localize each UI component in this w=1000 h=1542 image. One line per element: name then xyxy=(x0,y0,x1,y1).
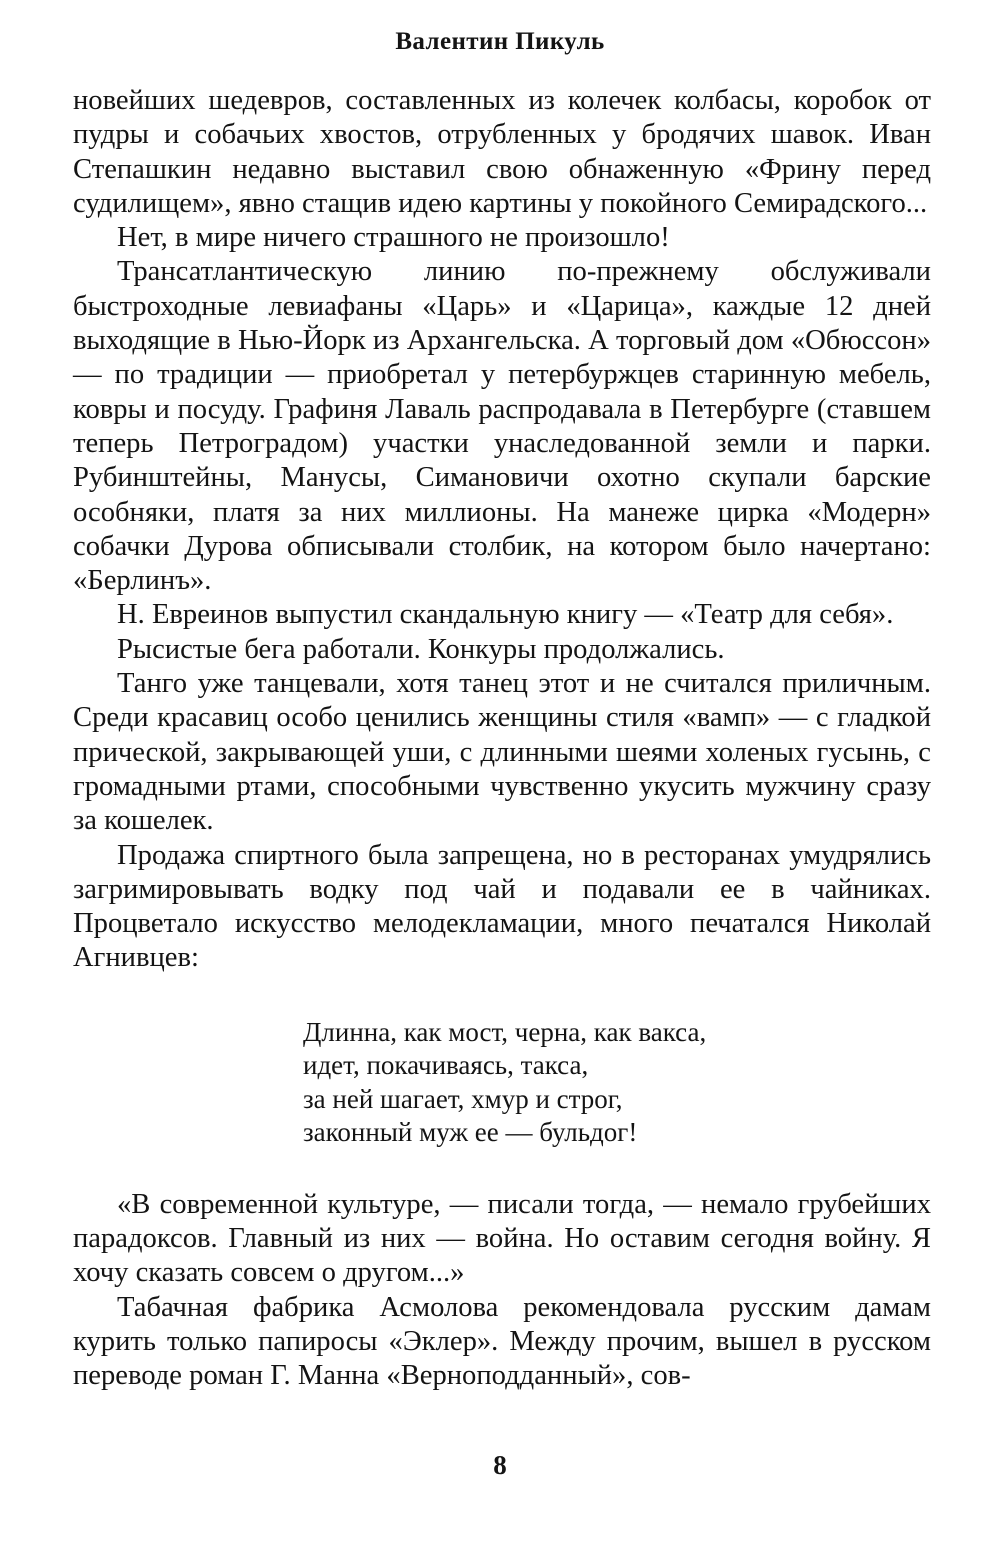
paragraph: Рысистые бега работали. Конкуры продолжались. xyxy=(117,633,725,665)
paragraph: Продажа спиртного была запрещена, но в ресторанах умудрялись загримировывать водку под чай и подавали ее в чайниках. Процветало искусство мелодекламации, много печатался Николай Агнивцев: xyxy=(73,839,931,974)
paragraph: Н. Евреинов выпустил скандальную книгу — «Театр для себя». xyxy=(117,599,894,631)
paragraph: Танго уже танцевали, хотя танец этот и не считался приличным. Среди красавиц особо ценились женщины стиля «вамп» — с гладкой прической, закрывающей уши, с длинными шеями холеных гусынь, с громадными ртами, способными чувственно укусить мужчину сразу за кошелек. xyxy=(73,668,931,837)
body-text xyxy=(73,84,931,1394)
poem-line: Длинна, как мост, черна, как вакса, xyxy=(303,1016,707,1047)
poem-line: идет, покачиваясь, такса, xyxy=(303,1050,589,1081)
page-number: 8 xyxy=(493,1450,507,1480)
poem-line: законный муж ее — бульдог! xyxy=(303,1117,638,1148)
paragraph-continued: новейших шедевров, составленных из колечек колбасы, коробок от пудры и собачьих хвостов, отрубленных у бродячих шавок. Иван Степашкин недавно выставил свою обнаженную «Фрину перед судилищем», явно стащив идею картины у покойного Семирадского... xyxy=(73,85,931,219)
poem-line: за ней шагает, хмур и строг, xyxy=(303,1083,623,1114)
running-head-author: Валентин Пикуль xyxy=(395,28,605,55)
paragraph: Табачная фабрика Асмолова рекомендовала русским дамам курить только папиросы «Эклер». Между прочим, вышел в русском переводе роман Г. Манна «Верноподданный», сов- xyxy=(73,1291,931,1392)
paragraph: Трансатлантическую линию по-прежнему обслуживали быстроходные левиафаны «Царь» и «Царица», каждые 12 дней выходящие в Нью-Йорк из Архангельска. А торговый дом «Обюссон» — по традиции — приобретал у петербуржцев старинную мебель, ковры и посуду. Графиня Лаваль распродавала в Петербурге (ставшем теперь Петроградом) участки унаследованной земли и парки. Рубинштейны, Манусы, Симановичи охотно скупали барские особняки, платя за них миллионы. На манеже цирка «Модерн» собачки Дурова обписывали столбик, на котором было начертано: «Берлинъ». xyxy=(73,256,931,597)
poem-quote xyxy=(303,1016,931,1150)
paragraph: Нет, в мире ничего страшного не произошло! xyxy=(117,222,670,254)
paragraph: «В современной культуре, — писали тогда, — немало грубейших парадоксов. Главный из них — война. Но оставим сегодня войну. Я хочу сказать совсем о другом...» xyxy=(73,1188,931,1289)
